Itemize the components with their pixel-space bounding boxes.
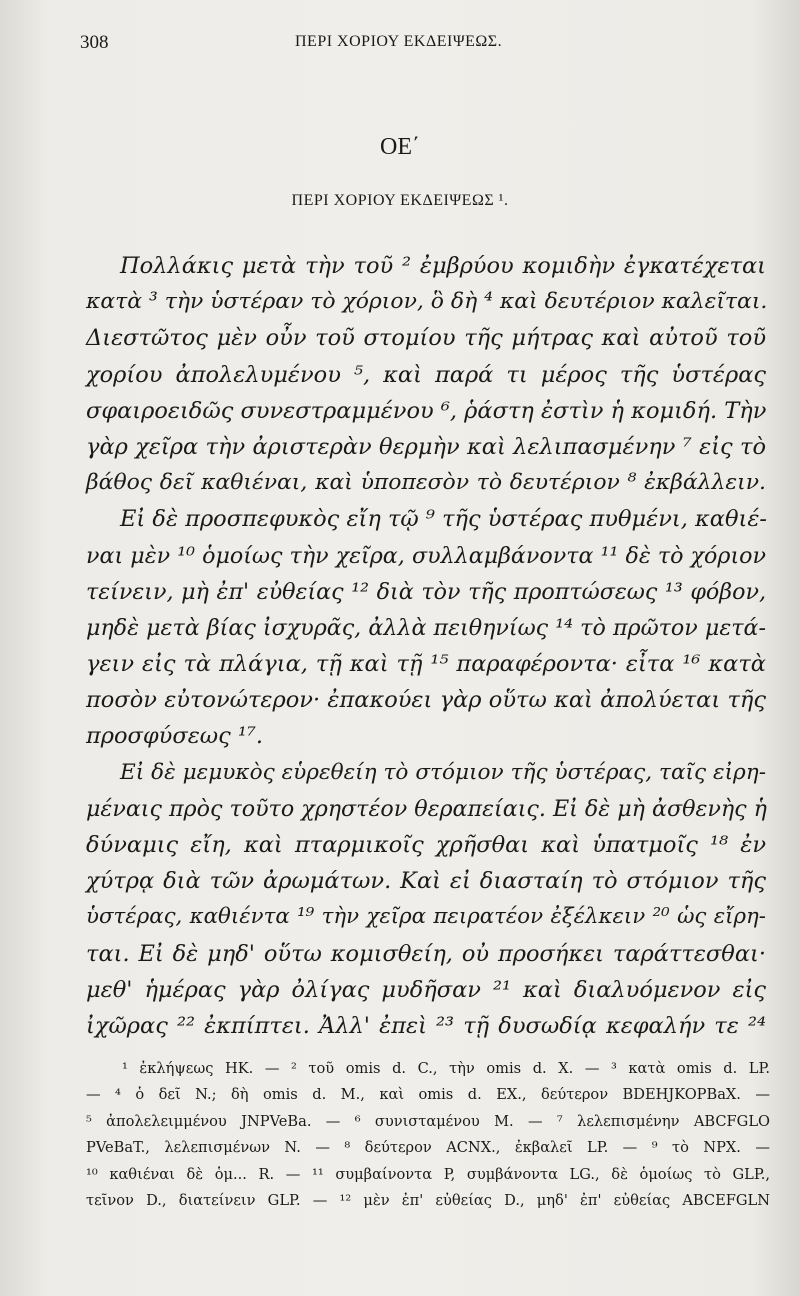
footnote-line: PVeBaT., λελεπισμένων N. — ⁸ δεύτερον ACNX., ἐκβαλεῖ LP. — ⁹ τὸ NPX. —	[86, 1139, 770, 1157]
footnote-line: — ⁴ ὁ δεῖ N.; δὴ omis d. M., καὶ omis d. EX., δεύτερον BDEHJKOPBaX. —	[86, 1086, 770, 1104]
text-line: Εἰ δὲ προσπεφυκὸς εἴη τῷ ⁹ τῆς ὑστέρας πυθμένι, καθιέ-	[120, 506, 768, 533]
text-line: ται. Εἰ δὲ μηδ' οὕτω κομισθείη, οὐ προσήκει ταράττεσθαι·	[86, 940, 766, 967]
text-line: τείνειν, μὴ ἐπ' εὐθείας ¹² διὰ τὸν τῆς προπτώσεως ¹³ φόβον,	[86, 578, 766, 605]
text-line: δύναμις εἴη, καὶ πταρμικοῖς χρῆσθαι καὶ ὑπατμοῖς ¹⁸ ἐν	[86, 832, 766, 858]
footnote-line: τεῖνον D., διατείνειν GLP. — ¹² μὲν ἐπ' εὐθείας D., μηδ' ἐπ' εὐθείας ABCEFGLN	[86, 1191, 770, 1209]
text-line: μεθ' ἡμέρας γὰρ ὀλίγας μυδῆσαν ²¹ καὶ διαλυόμενον εἰς	[86, 976, 766, 1003]
page-number: 308	[80, 32, 109, 53]
text-line: σφαιροειδῶς συνεστραμμένου ⁶, ῥάστη ἐστὶν ἡ κομιδή. Τὴν	[86, 397, 767, 424]
footnote-line: ¹⁰ καθιέναι δὲ ὁμ... R. — ¹¹ συμβαίνοντα P, συμβάνοντα LG., δὲ ὁμοίως τὸ GLP.,	[86, 1165, 770, 1183]
text-line: βάθος δεῖ καθιέναι, καὶ ὑποπεσὸν τὸ δευτέριον ⁸ ἐκβάλλειν.	[86, 470, 766, 496]
text-line: ποσὸν εὐτονώτερον· ἐπακούει γὰρ οὕτω καὶ ἀπολύεται τῆς	[86, 687, 766, 714]
text-line: Εἰ δὲ μεμυκὸς εὑρεθείη τὸ στόμιον τῆς ὑστέρας, ταῖς εἰρη-	[120, 759, 766, 785]
body-text	[86, 248, 766, 1044]
text-line: γειν εἰς τὰ πλάγια, τῇ καὶ τῇ ¹⁵ παραφέροντα· εἶτα ¹⁶ κατὰ	[86, 651, 766, 678]
text-line: μηδὲ μετὰ βίας ἰσχυρᾶς, ἀλλὰ πειθηνίως ¹⁴ τὸ πρῶτον μετά-	[86, 614, 766, 641]
text-line: Πολλάκις μετὰ τὴν τοῦ ² ἐμβρύου κομιδὴν ἐγκατέχεται	[120, 253, 766, 279]
text-line: χύτρᾳ διὰ τῶν ἀρωμάτων. Καὶ εἰ διασταίη τὸ στόμιον τῆς	[86, 868, 766, 895]
text-line: μέναις πρὸς τοῦτο χρηστέον θεραπείαις. Εἰ δὲ μὴ ἀσθενὴς ἡ	[86, 795, 767, 822]
footnote-line: ¹ ἐκλήψεως HK. — ² τοῦ omis d. C., τὴν omis d. X. — ³ κατὰ omis d. LP.	[122, 1060, 770, 1077]
chapter-title: ΠΕΡΙ ΧΟΡΙΟΥ ΕΚΔΕΙΨΕΩΣ ¹.	[291, 192, 509, 209]
text-line: ὑστέρας, καθιέντα ¹⁹ τὴν χεῖρα πειρατέον ἐξέλκειν ²⁰ ὡς εἴρη-	[86, 904, 766, 930]
running-title: ΠΕΡΙ ΧΟΡΙΟΥ ΕΚΔΕΙΨΕΩΣ.	[295, 33, 503, 50]
text-line: κατὰ ³ τὴν ὑστέραν τὸ χόριον, ὃ δὴ ⁴ καὶ δευτέριον καλεῖται.	[86, 289, 768, 315]
text-line: προσφύσεως ¹⁷.	[86, 723, 264, 750]
text-line: Διεστῶτος μὲν οὖν τοῦ στομίου τῆς μήτρας καὶ αὐτοῦ τοῦ	[86, 325, 766, 352]
text-line: ἰχῶρας ²² ἐκπίπτει. Ἀλλ' ἐπεὶ ²³ τῇ δυσωδίᾳ κεφαλήν τε ²⁴	[86, 1012, 766, 1039]
footnotes	[86, 1056, 770, 1214]
chapter-number: ΟΕ΄	[380, 134, 420, 160]
footnote-line: ⁵ ἀπολελειμμένου JNPVeBa. — ⁶ συνισταμένου M. — ⁷ λελεπισμένην ABCFGLO	[86, 1112, 770, 1130]
text-line: γὰρ χεῖρα τὴν ἀριστερὰν θερμὴν καὶ λελιπασμένην ⁷ εἰς τὸ	[86, 433, 766, 460]
running-head	[0, 30, 800, 54]
text-line: ναι μὲν ¹⁰ ὁμοίως τὴν χεῖρα, συλλαμβάνοντα ¹¹ δὲ τὸ χόριον	[86, 542, 766, 569]
text-line: χορίου ἀπολελυμένου ⁵, καὶ παρά τι μέρος τῆς ὑστέρας	[86, 361, 766, 388]
